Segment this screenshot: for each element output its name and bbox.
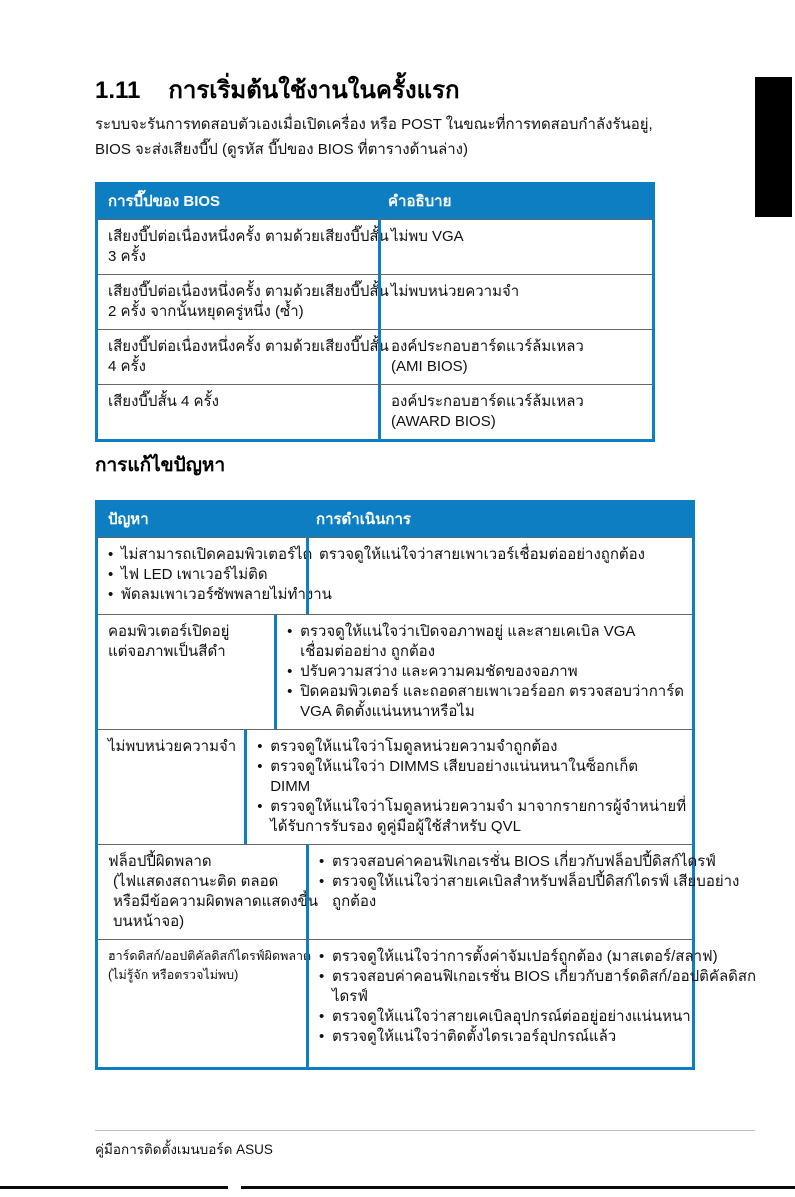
column-header: การบี๊ปของ BIOS xyxy=(108,193,221,210)
bullet-icon: • xyxy=(319,1028,325,1045)
beep-cell xyxy=(98,275,389,329)
cell-line: ไม่พบหน่วยความจำ xyxy=(108,738,237,755)
bullet-icon: • xyxy=(108,546,114,563)
cell-line: ปิดคอมพิวเตอร์ และถอดสายเพาเวอร์ออก ตรวจสอบว่าการ์ด xyxy=(300,683,684,700)
problem-item xyxy=(108,545,313,565)
cell-line: 2 ครั้ง จากนั้นหยุดครู่หนึ่ง (ซ้ำ) xyxy=(108,303,304,320)
action-item xyxy=(319,1027,756,1047)
cell-line: ตรวจดูให้แน่ใจว่าการตั้งค่าจัมเปอร์ถูกต้อง (มาสเตอร์/สลาฟ) xyxy=(332,948,718,965)
cell-line: เสียงบี๊ปต่อเนื่องหนึ่งครั้ง ตามด้วยเสียงบี๊ปสั้น xyxy=(108,283,389,300)
bottom-scan-line xyxy=(0,1186,228,1189)
action-cell xyxy=(306,940,764,1067)
cell-line: ตรวจสอบค่าคอนฟิเกอเรชั่น BIOS เกี่ยวกับฮาร์ดดิสก์/ออปติคัลดิสก xyxy=(332,968,757,985)
bullet-icon: • xyxy=(287,663,293,680)
action-cell xyxy=(306,538,692,614)
table-row xyxy=(98,274,652,329)
table-row xyxy=(98,729,692,844)
action-item xyxy=(287,662,684,682)
table-row xyxy=(98,537,692,614)
cell-line: เชื่อมต่ออย่าง ถูกต้อง xyxy=(300,643,436,660)
cell-line: องค์ประกอบฮาร์ดแวร์ล้มเหลว xyxy=(391,338,584,355)
cell-line: เสียงบี๊ปสั้น 4 ครั้ง xyxy=(108,393,219,410)
problem-item xyxy=(108,585,332,605)
cell-line: ไดรฟ์ xyxy=(332,988,368,1005)
bios-beep-table xyxy=(95,182,655,442)
column-header: การดำเนินการ xyxy=(316,511,411,528)
cell-line: ตรวจดูให้แน่ใจว่าเปิดจอภาพอยู่ และสายเคเบิล VGA xyxy=(300,623,636,640)
cell-line: องค์ประกอบฮาร์ดแวร์ล้มเหลว xyxy=(391,393,584,410)
bullet-icon: • xyxy=(319,873,325,890)
cell-line: หรือมีข้อความผิดพลาดแสดงขึ้น xyxy=(113,893,319,910)
problem-cell xyxy=(98,538,332,614)
bottom-scan-line xyxy=(241,1186,795,1189)
cell-line: (AMI BIOS) xyxy=(391,358,468,375)
cell-line: ตรวจดูให้แน่ใจว่าโมดูลหน่วยความจำถูกต้อง xyxy=(270,738,558,755)
cell-line: ตรวจดูให้แน่ใจว่าสายเพาเวอร์เชื่อมต่ออย่างถูกต้อง xyxy=(319,546,646,563)
problem-item xyxy=(108,565,298,585)
bullet-icon: • xyxy=(257,798,263,815)
cell-line: ไฟ LED เพาเวอร์ไม่ติด xyxy=(121,566,268,583)
cell-line: พัดลมเพาเวอร์ซัพพลายไม่ทำงาน xyxy=(121,586,332,603)
table-row xyxy=(98,614,692,729)
column-header: คำอธิบาย xyxy=(388,193,452,210)
section-heading xyxy=(95,70,459,109)
cell-line: 3 ครั้ง xyxy=(108,248,146,265)
cell-line: ตรวจดูให้แน่ใจว่าติดตั้งไดรเวอร์อุปกรณ์แล้ว xyxy=(332,1028,617,1045)
description-cell xyxy=(378,385,652,439)
description-cell xyxy=(378,275,652,329)
intro-line: BIOS จะส่งเสียงบี๊ป (ดูรหัส บี๊ปของ BIOS ที่ตารางด้านล่าง) xyxy=(95,141,468,158)
footer-text: คู่มือการติดตั้งเมนบอร์ด ASUS xyxy=(95,1142,273,1157)
bullet-icon: • xyxy=(257,738,263,755)
cell-line: ฮาร์ดดิสก์/ออปติคัลดิสก์ไดรฟ์ผิดพลาด xyxy=(108,949,312,963)
beep-cell xyxy=(98,330,389,384)
table-header-row xyxy=(98,182,652,219)
cell-line: เสียงบี๊ปต่อเนื่องหนึ่งครั้ง ตามด้วยเสียงบี๊ปสั้น xyxy=(108,228,389,245)
bullet-icon: • xyxy=(319,1008,325,1025)
bullet-icon: • xyxy=(319,968,325,985)
action-item xyxy=(319,872,739,912)
cell-line: ตรวจดูให้แน่ใจว่า DIMMS เสียบอย่างแน่นหนาในซ็อกเก็ต xyxy=(270,758,639,775)
intro-line: ระบบจะรันการทดสอบตัวเองเมื่อเปิดเครื่อง หรือ POST ในขณะที่การทดสอบกำลังรันอยู่, xyxy=(95,116,653,133)
action-cell xyxy=(306,845,747,939)
cell-line: บนหน้าจอ) xyxy=(113,913,185,930)
action-item xyxy=(319,967,756,1007)
table-row xyxy=(98,219,652,274)
action-item xyxy=(257,797,686,837)
action-item xyxy=(319,947,756,967)
bullet-icon: • xyxy=(287,623,293,640)
cell-line: ไม่พบ VGA xyxy=(391,228,464,245)
section-title: การเริ่มต้นใช้งานในครั้งแรก xyxy=(168,77,460,104)
cell-line: คอมพิวเตอร์เปิดอยู่ xyxy=(108,623,230,640)
action-cell xyxy=(274,615,692,729)
cell-line: (AWARD BIOS) xyxy=(391,413,496,430)
cell-line: ได้รับการรับรอง ดูคู่มือผู้ใช้สำหรับ QVL xyxy=(270,818,521,835)
bullet-icon: • xyxy=(257,758,263,775)
footer-divider xyxy=(95,1130,755,1131)
action-item xyxy=(319,852,739,872)
cell-line: ตรวจสอบค่าคอนฟิเกอเรชั่น BIOS เกี่ยวกับฟล็อปปี้ดิสก์ไดรฟ์ xyxy=(332,853,716,870)
beep-cell xyxy=(98,220,389,274)
action-item xyxy=(287,622,684,662)
bullet-icon: • xyxy=(108,586,114,603)
problem-cell xyxy=(98,615,274,729)
problem-cell xyxy=(98,940,312,1067)
column-header: ปัญหา xyxy=(108,511,149,528)
cell-line: (ไม่รู้จัก หรือตรวจไม่พบ) xyxy=(108,968,239,982)
section-number: 1.11 xyxy=(95,77,141,104)
cell-line: ถูกต้อง xyxy=(332,893,377,910)
cell-line: VGA ติดตั้งแน่นหนาหรือไม xyxy=(300,703,475,720)
cell-line: แต่จอภาพเป็นสีดำ xyxy=(108,643,226,660)
table-row xyxy=(98,939,757,1067)
action-item xyxy=(257,737,686,757)
bullet-icon: • xyxy=(287,683,293,700)
intro-paragraph xyxy=(95,112,653,162)
cell-line: ตรวจดูให้แน่ใจว่าสายเคเบิลสำหรับฟล็อปปี้ดิสก์ไดรฟ์ เสียบอย่าง xyxy=(332,873,740,890)
problem-cell xyxy=(98,845,319,939)
bullet-icon: • xyxy=(319,948,325,965)
bullet-icon: • xyxy=(319,853,325,870)
description-cell xyxy=(378,220,652,274)
cell-line: ฟล็อปปี้ผิดพลาด xyxy=(108,853,212,870)
cell-line: ไม่พบหน่วยความจำ xyxy=(391,283,520,300)
cell-line: (ไฟแสดงสถานะติด ตลอด xyxy=(113,873,279,890)
description-cell xyxy=(378,330,652,384)
cell-line: ตรวจดูให้แน่ใจว่าโมดูลหน่วยความจำ มาจากรายการผู้จำหน่ายที่ xyxy=(270,798,687,815)
table-row xyxy=(98,384,652,439)
table-row xyxy=(98,329,652,384)
troubleshoot-table xyxy=(95,500,757,1070)
bullet-icon: • xyxy=(108,566,114,583)
cell-line: ปรับความสว่าง และความคมชัดของจอภาพ xyxy=(300,663,578,680)
action-item xyxy=(257,757,686,797)
problem-cell xyxy=(98,730,244,844)
chapter-tab xyxy=(755,77,792,217)
cell-line: DIMM xyxy=(270,778,311,795)
troubleshoot-heading: การแก้ไขปัญหา xyxy=(95,455,226,476)
table-header-row xyxy=(98,500,692,537)
beep-cell xyxy=(98,385,378,439)
cell-line: ตรวจดูให้แน่ใจว่าสายเคเบิลอุปกรณ์ต่ออยู่อย่างแน่นหนา xyxy=(332,1008,691,1025)
action-item xyxy=(319,1007,756,1027)
action-cell xyxy=(244,730,694,844)
cell-line: ไม่สามารถเปิดคอมพิวเตอร์ได xyxy=(121,546,313,563)
table-row xyxy=(98,844,740,939)
action-item xyxy=(287,682,684,722)
cell-line: เสียงบี๊ปต่อเนื่องหนึ่งครั้ง ตามด้วยเสียงบี๊ปสั้น xyxy=(108,338,389,355)
cell-line: 4 ครั้ง xyxy=(108,358,146,375)
